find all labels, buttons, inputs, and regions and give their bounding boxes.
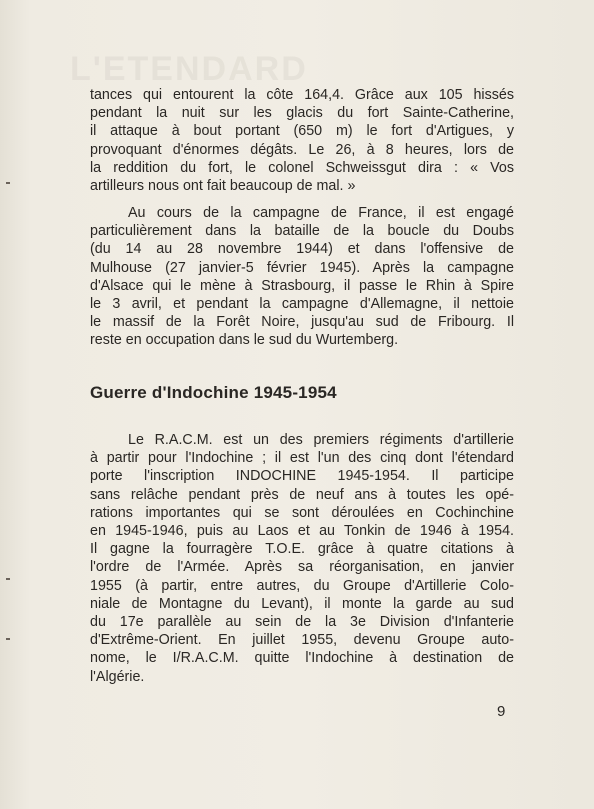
text-line: à partir pour l'Indochine ; il est l'un des cinq dont l'étendard	[90, 450, 514, 467]
text-line: du 17e parallèle au sein de la 3e Division d'Infanterie	[90, 614, 514, 631]
bleed-through-title: L'ETENDARD	[70, 50, 308, 88]
paragraph-campaign-france	[90, 204, 514, 350]
text-line: Au cours de la campagne de France, il est engagé	[128, 205, 514, 221]
margin-mark	[6, 638, 10, 640]
text-line: porte l'inscription INDOCHINE 1945-1954. Il participe	[90, 468, 514, 485]
text-line: reste en occupation dans le sud du Wurtemberg.	[90, 332, 399, 349]
text-line: d'Alsace qui le mène à Strasbourg, il passe le Rhin à Spire	[90, 277, 514, 294]
paragraph-indochina	[90, 431, 514, 686]
text-line: nome, le I/R.A.C.M. quitte l'Indochine à destination de	[90, 650, 514, 667]
text-line: (du 14 au 28 novembre 1944) et dans l'offensive de	[90, 241, 514, 258]
text-line: l'Algérie.	[90, 668, 145, 685]
text-line: artilleurs nous ont fait beaucoup de mal. »	[90, 178, 356, 195]
text-line: d'Extrême-Orient. En juillet 1955, devenu Groupe auto-	[90, 632, 514, 649]
section-heading: Guerre d'Indochine 1945-1954	[90, 383, 337, 402]
text-line: provoquant d'énormes dégâts. Le 26, à 8 heures, lors de	[90, 141, 514, 158]
margin-mark	[6, 182, 10, 184]
text-line: le 3 avril, et pendant la campagne d'Allemagne, il nettoie	[90, 296, 514, 313]
text-line: il attaque à bout portant (650 m) le fort d'Artigues, y	[90, 123, 514, 140]
margin-mark	[6, 578, 10, 580]
text-line: particulièrement dans la bataille de la boucle du Doubs	[90, 223, 514, 240]
text-line: le massif de la Forêt Noire, jusqu'au sud de Fribourg. Il	[90, 314, 514, 331]
text-line: 1955 (à partir, entre autres, du Groupe d'Artillerie Colo-	[90, 577, 514, 594]
text-line: sans relâche pendant près de neuf ans à toutes les opé-	[90, 486, 514, 503]
text-line: pendant la nuit sur les glacis du fort Sainte-Catherine,	[90, 105, 514, 122]
text-line: Mulhouse (27 janvier-5 février 1945). Après la campagne	[90, 259, 514, 276]
text-line: Le R.A.C.M. est un des premiers régiments d'artillerie	[128, 432, 514, 448]
text-line: tances qui entourent la côte 164,4. Grâce aux 105 hissés	[90, 87, 514, 103]
text-line: en 1945-1946, puis au Laos et au Tonkin de 1946 à 1954.	[90, 523, 514, 540]
page-number: 9	[497, 703, 506, 720]
text-line: rations importantes qui se sont déroulées en Cochinchine	[90, 504, 514, 521]
text-line: niale de Montagne du Levant), il monte la garde au sud	[90, 595, 514, 612]
paragraph-siege	[90, 86, 514, 195]
text-line: l'ordre de l'Armée. Après sa réorganisation, en janvier	[90, 559, 514, 576]
text-line: la reddition du fort, le colonel Schweissgut dira : « Vos	[90, 159, 514, 176]
text-line: Il gagne la fourragère T.O.E. grâce à quatre citations à	[90, 541, 514, 558]
